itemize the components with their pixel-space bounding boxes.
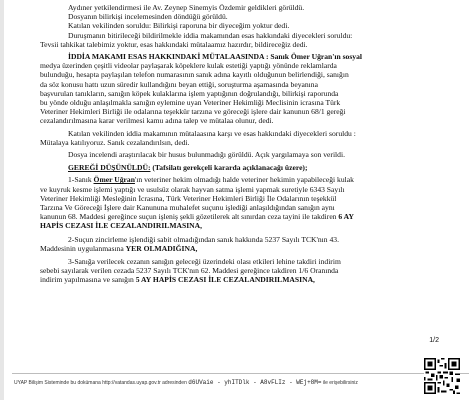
text-line: medya üzerinden çeşitli videolar paylaşarak köpeklere kulak estetiği yaptığı yönünde reklamlarda: [40, 61, 337, 71]
verdict-heading: [40, 163, 451, 172]
verdict-item-3: 3-Sanığa verilecek cezanın sanığın geleceği üzerindeki olası etkileri lehine takdiri indirim: [68, 257, 341, 267]
text-line: Katılan vekilinden iddia makamının mütalaasına karşı ve esas hakkındaki diyecekleri soruldu :: [68, 128, 356, 138]
qr-code-icon: [424, 358, 460, 394]
text-line: Katılan vekilinden soruldu: Bilirkişi raporuna bir diyeceğim yoktur dedi.: [68, 21, 290, 31]
footer: [14, 379, 414, 386]
text-line: Dosya incelendi araştırılacak bir husus bulunmadığı görüldü. Açık yargılamaya son verildi.: [68, 150, 345, 160]
text-line: cezalandırılmasına karar verilmesi kamu adına talep ve mütalaa olunur, dedi.: [40, 116, 274, 126]
verdict-title: GEREĞİ DÜŞÜNÜLDÜ:: [68, 163, 151, 173]
text-line: Mütalaya katılıyoruz. Sanık cezalandırılsın, dedi.: [40, 137, 190, 147]
text-line: Duruşmanın bitirileceği bildirilmekle iddia makamından esas hakkındaki diyecekleri soruldu:: [68, 30, 353, 40]
text-line: Veteriner Hekimleri Birliği ile odalarına teşekkür tarzına ve göreceği işlere dair kanunun 68/1 gereği: [40, 107, 346, 117]
verdict-item-1: 1-Sanık Ömer Uğran'ın veteriner hekim olmadığı halde veteriner hekimin yapabileceği kulak: [68, 175, 354, 185]
text-line: indirim yapılmasına ve sanığın 5 AY HAPİS CEZASI İLE CEZALANDIRILMASINA,: [40, 275, 315, 285]
text-line: kanunun 68. Maddesi gereğince suçun işleniş şekli gözetilerek alt sınırdan ceza tayini ile takdiren 6 AY: [40, 212, 354, 222]
footer-text: UYAP Bilişim Sisteminde bu dokümana http://vatandas.uyap.gov.tr adresinden: [14, 380, 187, 386]
text-line: başvurulan tanıkların, sanığın köpek kulaklarına işlem yaptığının doğrulandığı, bilirkişi raporunda: [40, 88, 339, 98]
defendant-name: Ömer Uğran: [93, 175, 135, 185]
text-line: bu yönde olduğu anlaşılmakla sanığın eylemine uyan Veteriner Hekimliği Meclisinin icrasına Türk: [40, 98, 341, 108]
sentence-line: HAPİS CEZASI İLE CEZALANDIRILMASINA,: [40, 221, 203, 231]
text-line: Aydıner yetkilendirmesi ile Av. Zeynep Sinemyis Özdemir geldikleri görüldü.: [68, 3, 305, 12]
text-line: Maddesinin uygulanmasına YER OLMADIĞINA,: [40, 243, 198, 253]
footer-divider: [12, 373, 469, 374]
text-line: Tarzına Ve Göreceği İşlere dair Kanununa muhalefet suçunu işlediği anlaşıldığından sanığın aynı: [40, 203, 335, 213]
text-line: ve kuyruk kesme işlemi yaptığı ve usulsüz olarak hayvan satma işlemi yapmak suretiyle 6343 Sayılı: [40, 184, 345, 194]
text-line: bulunduğu, hesapta paylaşılan telefon numarasının sanık adına kayıtlı olduğunun belirlendiği, sanığın: [40, 70, 349, 80]
verdict-subtitle: (Tafsilatı gerekçeli kararda açıklanacağı üzere);: [152, 163, 308, 173]
text-line: Tevsii tahkikat talebimiz yoktur, esas hakkındaki mütalaamız hazırdır, bildireceğiz dedi.: [40, 39, 308, 49]
verification-code: d6UVaie - yhITDlk - A8vFLIz - WEj+8M=: [188, 379, 322, 386]
text-line: Dosyanın bilirkişi incelemesinden döndüğü görüldü.: [68, 12, 228, 22]
text-line: Veteriner Hekimliği Mesleğinin İcrasına, Türk Veteriner Hekimleri Birliği İle Odalarının teşekkül: [40, 193, 337, 203]
verdict-item-2: 2-Suçun zincirleme işlendiği sabit olmadığından sanık hakkında 5237 Sayılı TCK'nın 43.: [68, 234, 339, 244]
text-line: da söz konusu hattı uzun süredir kullandığını beyan ettiği, soruşturma aşamasında beyanına: [40, 79, 318, 89]
page-number: 1/2: [429, 337, 439, 344]
prosecution-opinion-heading: İDDİA MAKAMI ESAS HAKKINDAKİ MÜTALAASINDA : Sanık Ömer Uğran'ın sosyal: [68, 52, 363, 62]
text-line: sebebi sayılarak verilen cezada 5237 Sayılı TCK'nın 62. Maddesi gereğince takdiren 1/6 Oranında: [40, 266, 339, 276]
footer-text-end: ile erişebilirsiniz: [322, 380, 358, 386]
